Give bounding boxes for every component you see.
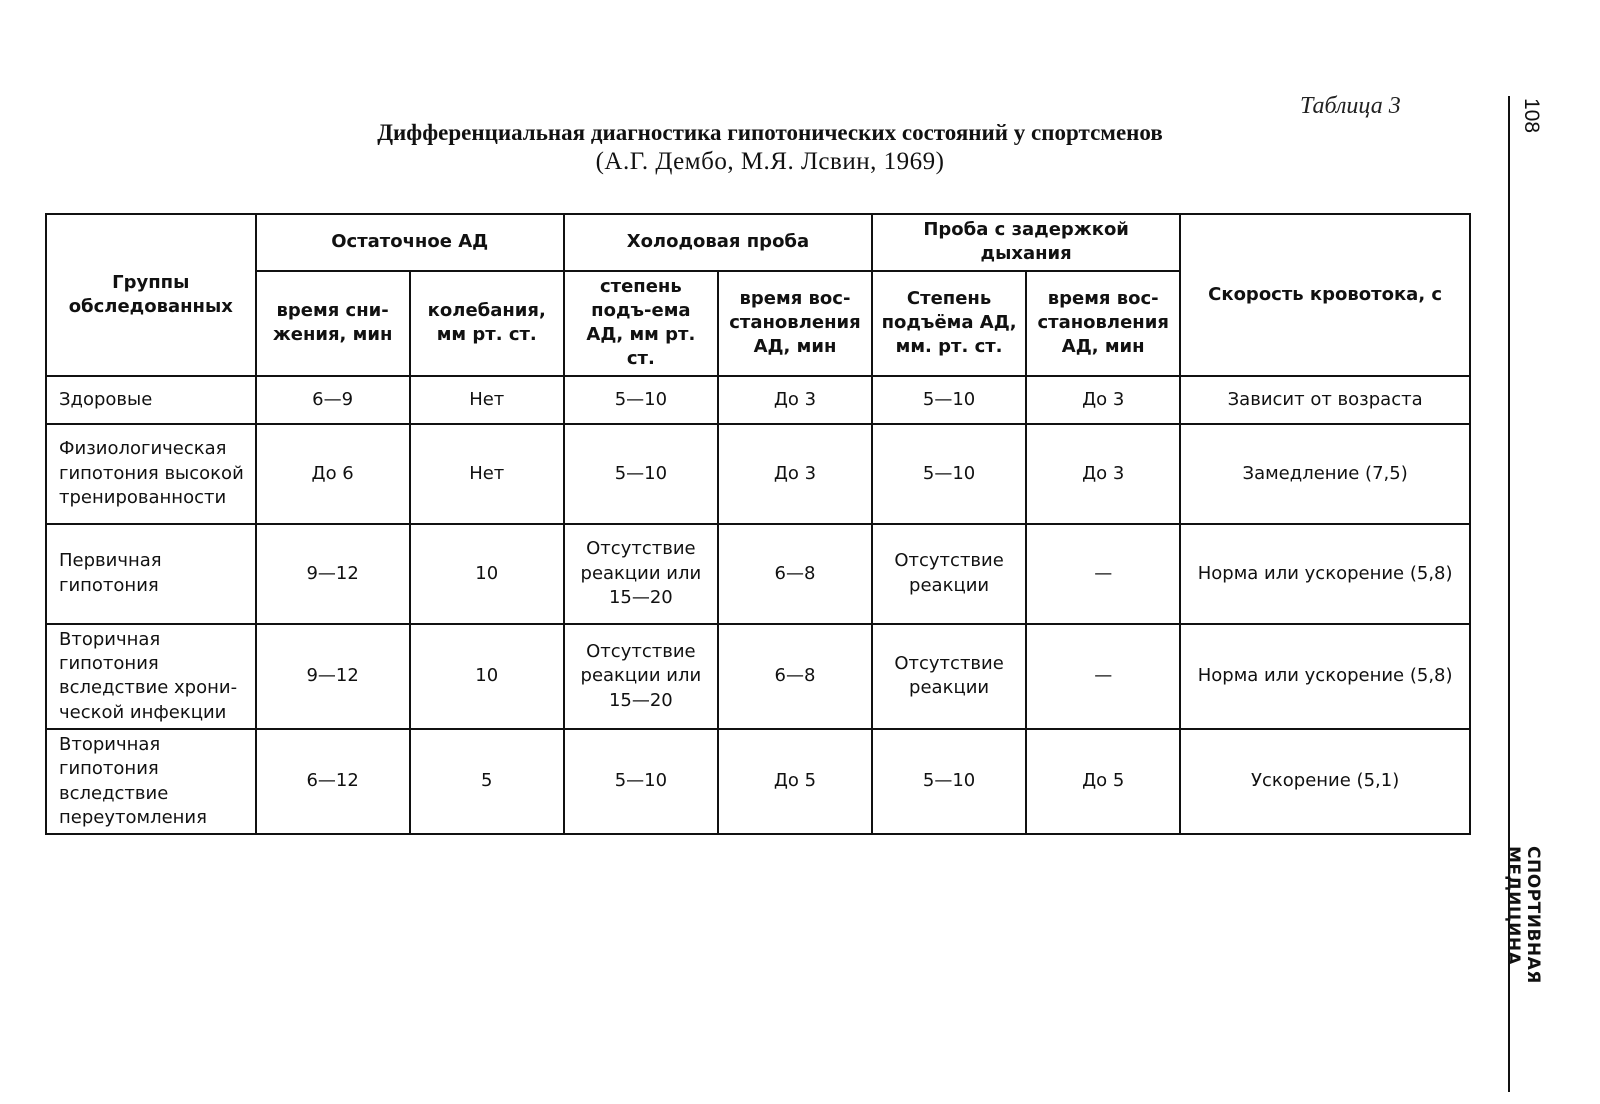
header-row-groups	[46, 214, 1470, 271]
table-cell: 9—12	[256, 624, 410, 729]
table-cell: До 3	[718, 424, 872, 524]
table-cell: Отсутствие реакции	[872, 524, 1026, 624]
table-cell: 6—12	[256, 729, 410, 834]
table-cell: 5—10	[872, 376, 1026, 424]
header-breath-hold-test: Проба с задержкой дыхания	[872, 214, 1180, 271]
table-cell: 5—10	[564, 376, 718, 424]
row-group-label: Первичная гипотония	[46, 524, 256, 624]
table-cell: Зависит от возраста	[1180, 376, 1470, 424]
row-group-label: Вторичная гипотония вследствие хрони-ческой инфекции	[46, 624, 256, 729]
table-cell: 5—10	[872, 729, 1026, 834]
row-group-label: Вторичная гипотония вследствие переутомления	[46, 729, 256, 834]
table-title: Дифференциальная диагностика гипотонических состояний у спортсменов	[377, 120, 1163, 145]
table-cell: До 3	[718, 376, 872, 424]
running-head: СПОРТИВНАЯ МЕДИЦИНА	[1503, 846, 1543, 984]
table-cell: 6—8	[718, 624, 872, 729]
header-sub-cell: Степень подъёма АД, мм. рт. ст.	[872, 271, 1026, 376]
table-cell: 5	[410, 729, 564, 834]
table-cell: Нет	[410, 376, 564, 424]
table-cell: 5—10	[564, 424, 718, 524]
diagnosis-table	[45, 213, 1471, 835]
header-sub-cell: степень подъ-ема АД, мм рт. ст.	[564, 271, 718, 376]
table-cell: Отсутствие реакции или 15—20	[564, 524, 718, 624]
header-sub-cell: время вос-становления АД, мин	[718, 271, 872, 376]
table-cell: До 3	[1026, 376, 1180, 424]
header-sub-cell: колебания, мм рт. ст.	[410, 271, 564, 376]
table-cell: Норма или ускорение (5,8)	[1180, 624, 1470, 729]
table-cell: 9—12	[256, 524, 410, 624]
header-cold-test: Холодовая проба	[564, 214, 872, 271]
table-cell: До 5	[718, 729, 872, 834]
table-row	[46, 524, 1470, 624]
table-row	[46, 424, 1470, 524]
table-cell: Нет	[410, 424, 564, 524]
table-cell: Норма или ускорение (5,8)	[1180, 524, 1470, 624]
header-groups: Группы обследованных	[46, 214, 256, 376]
table-row	[46, 624, 1470, 729]
table-source: (А.Г. Дембо, М.Я. Лсвин, 1969)	[595, 148, 945, 175]
table-cell: Отсутствие реакции	[872, 624, 1026, 729]
table-row	[46, 729, 1470, 834]
header-sub-cell: время вос-становления АД, мин	[1026, 271, 1180, 376]
table-cell: 5—10	[872, 424, 1026, 524]
table-cell: Отсутствие реакции или 15—20	[564, 624, 718, 729]
table-cell: 10	[410, 524, 564, 624]
table-cell: Ускорение (5,1)	[1180, 729, 1470, 834]
table-cell: 10	[410, 624, 564, 729]
header-sub-cell: время сни-жения, мин	[256, 271, 410, 376]
table-label: Таблица 3	[1300, 93, 1401, 119]
table-cell: До 6	[256, 424, 410, 524]
row-group-label: Физиологическая гипотония высокой тренированности	[46, 424, 256, 524]
table-cell: 6—9	[256, 376, 410, 424]
table-row	[46, 376, 1470, 424]
row-group-label: Здоровые	[46, 376, 256, 424]
table-cell: До 3	[1026, 424, 1180, 524]
table-cell: До 5	[1026, 729, 1180, 834]
table-cell: —	[1026, 524, 1180, 624]
table-cell: —	[1026, 624, 1180, 729]
table-cell: 5—10	[564, 729, 718, 834]
page-number: 108	[1520, 98, 1543, 134]
header-residual-bp: Остаточное АД	[256, 214, 564, 271]
table-cell: 6—8	[718, 524, 872, 624]
header-blood-flow: Скорость кровотока, с	[1180, 214, 1470, 376]
table-cell: Замедление (7,5)	[1180, 424, 1470, 524]
